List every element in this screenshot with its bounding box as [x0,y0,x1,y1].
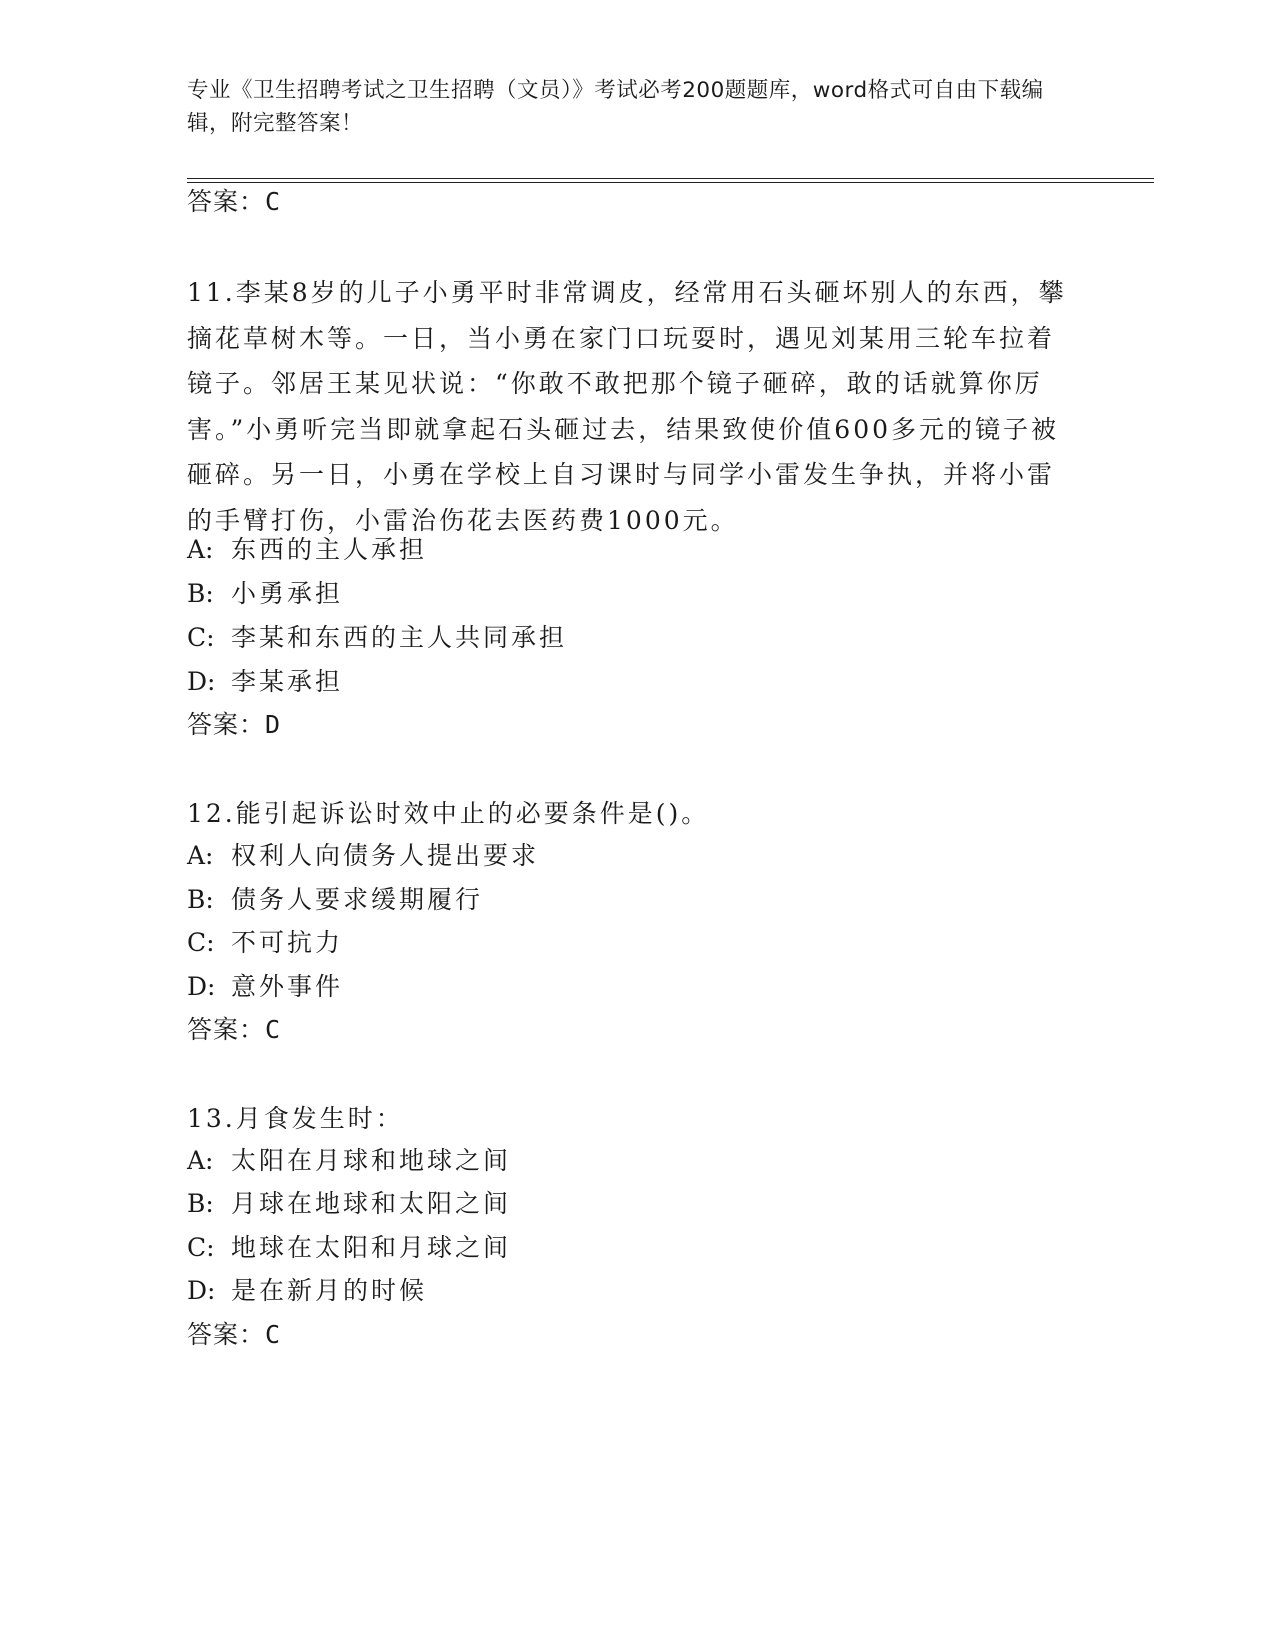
option-letter: D: [187,1276,216,1305]
option-text: 李某和东西的主人共同承担 [231,623,568,652]
option-text: 地球在太阳和月球之间 [231,1233,512,1262]
option-text: 意外事件 [231,972,344,1001]
option-letter: D: [187,972,216,1001]
option-letter: D: [187,667,216,696]
question-11-option-d [187,662,343,702]
answer-value: C [265,187,282,216]
question-13-option-d [187,1271,427,1311]
question-12-option-b [187,880,483,920]
page-header: 专业《卫生招聘考试之卫生招聘（文员）》考试必考200题题库，word格式可自由下载编辑，附完整答案！ [187,78,1044,136]
option-letter: C: [187,1233,215,1262]
option-letter: C: [187,928,215,957]
option-text: 东西的主人承担 [231,535,428,564]
option-letter: A: [187,535,214,564]
question-11-stem: 11.李某8岁的儿子小勇平时非常调皮，经常用石头砸坏别人的东西，攀摘花草树木等。一日，当小勇在家门口玩耍时，遇见刘某用三轮车拉着镜子。邻居王某见状说：“你敢不敢把那个镜子砸碎，敢的话就算你厉害。”小勇听完当即就拿起石头砸过去，结果致使价值600多元的镜子被砸碎。另一日，小勇在学校上自习课时与同学小雷发生争执，并将小雷的手臂打伤，小雷治伤花去医药费1000元。 [187,278,1067,535]
option-letter: B: [187,579,214,608]
question-12-option-d [187,967,343,1007]
option-text: 李某承担 [231,667,344,696]
question-13-stem: 13.月食发生时： [187,1104,404,1133]
question-12-stem: 12.能引起诉讼时效中止的必要条件是()。 [187,799,710,828]
answer-line-11 [187,705,281,745]
question-12-option-a [187,836,539,876]
answer-label: 答案： [187,1015,266,1044]
answer-line-13 [187,1315,281,1355]
option-text: 权利人向债务人提出要求 [231,841,540,870]
answer-label: 答案： [187,187,266,216]
header-double-rule [187,178,1154,183]
option-letter: B: [187,885,214,914]
answer-label: 答案： [187,710,266,739]
option-letter: B: [187,1189,214,1218]
question-13-option-a [187,1141,511,1181]
option-letter: C: [187,623,215,652]
option-letter: A: [187,841,214,870]
answer-value: C [265,1320,282,1349]
option-letter: A: [187,1146,214,1175]
option-text: 债务人要求缓期履行 [231,885,484,914]
answer-value: D [265,710,282,739]
question-13-option-c [187,1228,511,1268]
question-11-option-b [187,574,343,614]
option-text: 太阳在月球和地球之间 [231,1146,512,1175]
answer-value: C [265,1015,282,1044]
option-text: 月球在地球和太阳之间 [231,1189,512,1218]
question-13-option-b [187,1184,511,1224]
option-text: 小勇承担 [231,579,344,608]
question-11-option-a [187,530,427,570]
option-text: 是在新月的时候 [231,1276,428,1305]
answer-label: 答案： [187,1320,266,1349]
answer-line-prev [187,182,281,222]
answer-line-12 [187,1010,281,1050]
question-12-option-c [187,923,343,963]
option-text: 不可抗力 [231,928,344,957]
question-11-option-c [187,618,567,658]
